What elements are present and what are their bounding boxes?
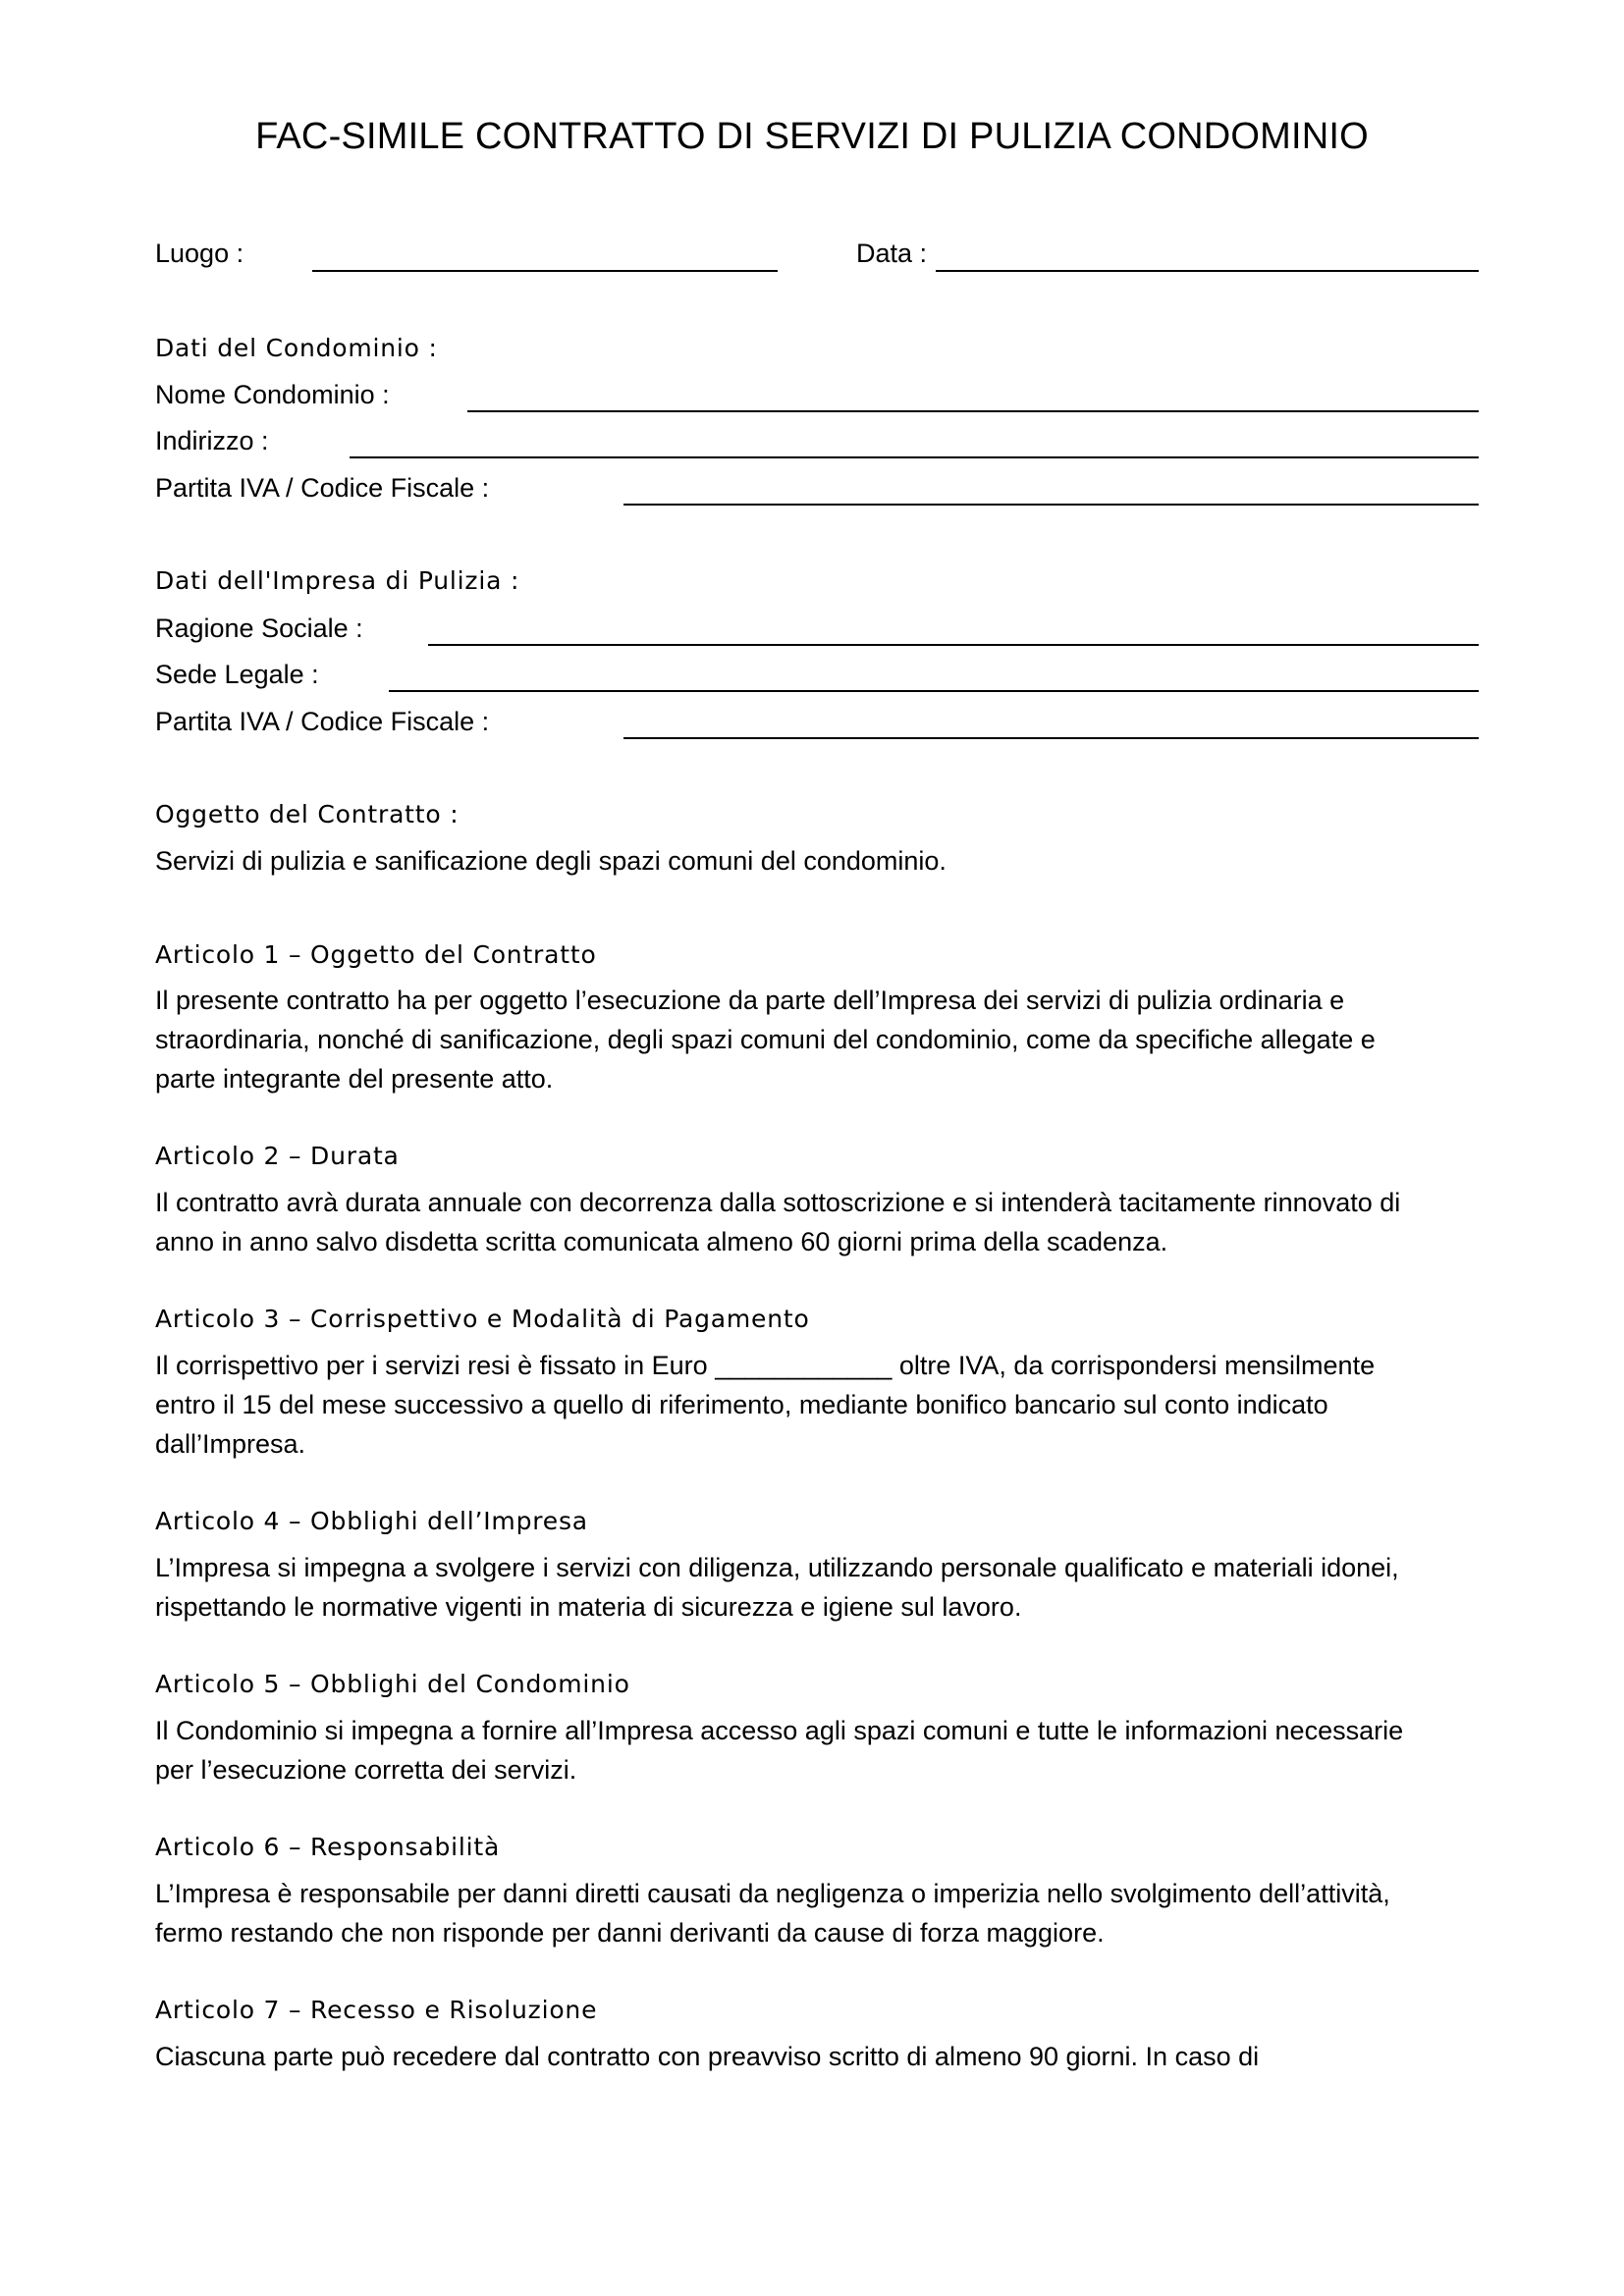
article-6-heading: Articolo 6 – Responsabilità — [155, 1833, 501, 1861]
condominio-piva-label: Partita IVA / Codice Fiscale : — [155, 473, 490, 503]
article-4-body — [155, 1548, 1481, 1627]
article-5-heading: Articolo 5 – Obblighi del Condominio — [155, 1670, 630, 1698]
nome-condominio-field[interactable] — [467, 410, 1479, 412]
article-1-body — [155, 981, 1481, 1098]
document-title: FAC-SIMILE CONTRATTO DI SERVIZI DI PULIZIA CONDOMINIO — [255, 116, 1369, 157]
article-7-body — [155, 2037, 1481, 2076]
article-5-line: Il Condominio si impegna a fornire all’Impresa accesso agli spazi comuni e tutte le informazioni necessarie — [155, 1716, 1404, 1745]
luogo-field[interactable] — [312, 270, 778, 272]
ragione-sociale-field[interactable] — [428, 644, 1479, 646]
sede-legale-field[interactable] — [389, 690, 1479, 692]
article-2-body — [155, 1183, 1481, 1261]
impresa-heading: Dati dell'Impresa di Pulizia : — [155, 566, 520, 595]
condominio-heading: Dati del Condominio : — [155, 334, 438, 362]
article-4-line: L’Impresa si impegna a svolgere i servizi con diligenza, utilizzando personale qualificato e materiali idonei, — [155, 1553, 1399, 1582]
article-5-body — [155, 1711, 1481, 1789]
indirizzo-field[interactable] — [350, 456, 1479, 458]
article-6-body — [155, 1874, 1481, 1952]
ragione-sociale-label: Ragione Sociale : — [155, 614, 363, 643]
article-7-line: Ciascuna parte può recedere dal contratto con preavviso scritto di almeno 90 giorni. In caso di — [155, 2042, 1260, 2071]
article-3-line: dall’Impresa. — [155, 1429, 306, 1459]
condominio-piva-field[interactable] — [623, 504, 1479, 506]
impresa-piva-label: Partita IVA / Codice Fiscale : — [155, 707, 490, 736]
sede-legale-label: Sede Legale : — [155, 660, 319, 689]
article-6-line: fermo restando che non risponde per danni derivanti da cause di forza maggiore. — [155, 1918, 1105, 1948]
article-3-body — [155, 1346, 1481, 1464]
oggetto-text: Servizi di pulizia e sanificazione degli spazi comuni del condominio. — [155, 846, 947, 876]
article-2-line: Il contratto avrà durata annuale con decorrenza dalla sottoscrizione e si intenderà tacitamente rinnovato di — [155, 1188, 1401, 1217]
article-4-line: rispettando le normative vigenti in materia di sicurezza e igiene sul lavoro. — [155, 1592, 1022, 1622]
article-1-heading: Articolo 1 – Oggetto del Contratto — [155, 940, 597, 969]
oggetto-heading: Oggetto del Contratto : — [155, 800, 460, 828]
article-3-line: Il corrispettivo per i servizi resi è fissato in Euro ____________ oltre IVA, da corrispondersi mensilmente — [155, 1351, 1376, 1380]
article-4-heading: Articolo 4 – Obblighi dell’Impresa — [155, 1507, 588, 1535]
data-label: Data : — [856, 239, 928, 268]
article-1-line: parte integrante del presente atto. — [155, 1064, 554, 1094]
article-3-line: entro il 15 del mese successivo a quello di riferimento, mediante bonifico bancario sul conto indicato — [155, 1390, 1328, 1419]
article-5-line: per l’esecuzione corretta dei servizi. — [155, 1755, 577, 1785]
article-6-line: L’Impresa è responsabile per danni diretti causati da negligenza o imperizia nello svolgimento dell’attività, — [155, 1879, 1390, 1908]
article-1-line: Il presente contratto ha per oggetto l’esecuzione da parte dell’Impresa dei servizi di pulizia ordinaria e — [155, 986, 1345, 1015]
article-2-line: anno in anno salvo disdetta scritta comunicata almeno 60 giorni prima della scadenza. — [155, 1227, 1168, 1256]
data-field[interactable] — [936, 270, 1479, 272]
article-2-heading: Articolo 2 – Durata — [155, 1142, 400, 1170]
article-7-heading: Articolo 7 – Recesso e Risoluzione — [155, 1996, 598, 2024]
indirizzo-label: Indirizzo : — [155, 426, 269, 455]
luogo-label: Luogo : — [155, 239, 244, 268]
article-1-line: straordinaria, nonché di sanificazione, degli spazi comuni del condominio, come da specifiche allegate e — [155, 1025, 1376, 1054]
nome-condominio-label: Nome Condominio : — [155, 380, 390, 409]
impresa-piva-field[interactable] — [623, 737, 1479, 739]
article-3-heading: Articolo 3 – Corrispettivo e Modalità di Pagamento — [155, 1305, 810, 1333]
